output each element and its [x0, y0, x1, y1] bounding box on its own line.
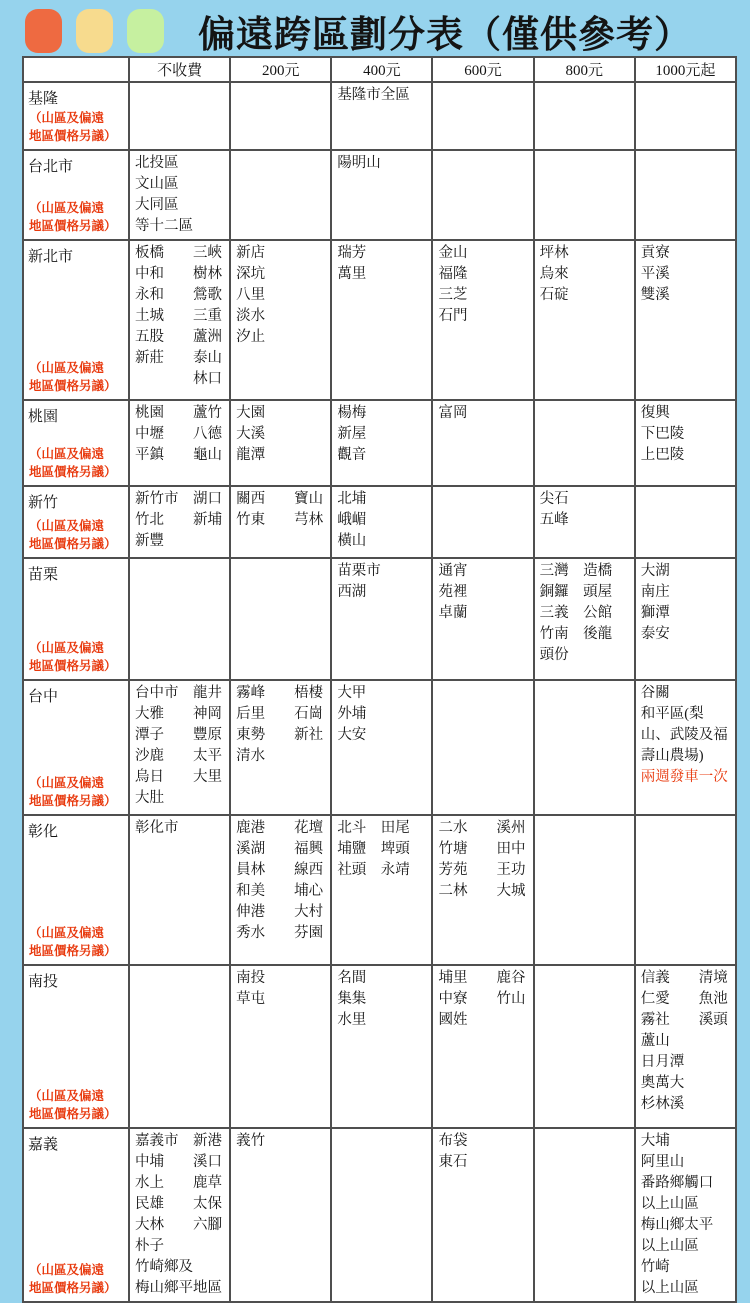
area-name: 北埔: [337, 491, 367, 508]
area-name: 台中市 龍井: [135, 685, 222, 702]
fare-cell: [230, 680, 331, 815]
area-name: 板橋 三峽: [135, 245, 222, 262]
window-chip-green-icon: [127, 9, 164, 53]
area-name: 義竹: [236, 1133, 266, 1150]
row-header: [23, 150, 129, 240]
region-price-note-line: 地區價格另議）: [29, 129, 117, 144]
area-name: 后里 石崗: [236, 706, 324, 723]
fare-cell: [230, 558, 331, 680]
table-row: [23, 486, 736, 558]
area-name: 西湖: [337, 584, 367, 601]
region-label: 彰化: [28, 824, 59, 841]
area-name: 二水 溪州: [438, 820, 526, 837]
area-name: 中壢 八德: [135, 426, 222, 443]
area-name: 大肚: [135, 790, 164, 807]
row-header: [23, 486, 129, 558]
fare-cell: [534, 486, 635, 558]
area-name: 溪湖 福興: [236, 841, 324, 858]
area-name: 坪林: [539, 245, 569, 262]
area-name: 南投: [236, 970, 266, 987]
fare-cell: [635, 1128, 736, 1302]
area-name: 竹塘 田中: [438, 841, 526, 858]
area-name: 員林 線西: [236, 862, 324, 879]
area-name: 陽明山: [337, 155, 381, 171]
fare-cell: [635, 486, 736, 558]
region-price-note: [29, 359, 117, 397]
row-header: [23, 400, 129, 486]
fare-cell: [432, 82, 533, 150]
region-price-note-line: （山區及偏遠: [29, 925, 105, 940]
region-price-note: [29, 639, 117, 677]
region-price-note-line: （山區及偏遠: [29, 775, 105, 790]
window-chip-orange-icon: [25, 9, 62, 53]
region-label: 嘉義: [28, 1137, 59, 1154]
area-name: 苑裡: [438, 584, 468, 601]
area-name: 三灣 造橋: [539, 563, 613, 580]
area-name: 新莊 泰山: [135, 350, 222, 367]
area-name: 雙溪: [640, 287, 670, 304]
area-name: 朴子: [135, 1238, 164, 1255]
area-name: 三芝: [438, 287, 468, 304]
area-name: 觀音: [337, 447, 367, 464]
fare-cell: [230, 82, 331, 150]
area-name: 番路鄉觸口: [640, 1175, 714, 1192]
area-name: 苗栗市: [337, 563, 381, 580]
area-name: 五峰: [539, 512, 569, 529]
fare-cell: [331, 150, 432, 240]
area-name: 平溪: [640, 266, 670, 283]
fare-cell: [331, 400, 432, 486]
area-name: 埔里 鹿谷: [438, 970, 526, 987]
table-row: [23, 1128, 736, 1302]
region-label: 新竹: [28, 495, 59, 512]
column-header: 600元: [432, 57, 533, 82]
area-name: 新店: [236, 245, 266, 262]
area-name: 杉林溪: [640, 1096, 685, 1113]
area-name: 石碇: [539, 287, 569, 304]
area-name: 卓蘭: [438, 605, 468, 622]
column-header: 400元: [331, 57, 432, 82]
area-name: 瑞芳: [337, 245, 367, 262]
fare-cell: [534, 1128, 635, 1302]
area-name: 龍潭: [236, 447, 266, 464]
region-price-note-line: 地區價格另議）: [29, 537, 117, 552]
area-name: 竹南 後龍: [539, 626, 613, 643]
area-name: 桃園 蘆竹: [135, 405, 222, 422]
fare-cell: [432, 815, 533, 965]
fare-cell: [129, 486, 230, 558]
page-title: 偏遠跨區劃分表（僅供參考）: [198, 15, 692, 56]
region-price-note-line: （山區及偏遠: [29, 110, 105, 125]
region-label: 台北市: [28, 159, 74, 175]
region-price-note: [29, 517, 117, 555]
fare-cell: [432, 965, 533, 1128]
fare-cell: [331, 558, 432, 680]
area-name: 楊梅: [337, 405, 367, 422]
area-name: 貢寮: [640, 245, 670, 262]
area-name: 大埔: [640, 1133, 670, 1150]
fare-cell: [534, 815, 635, 965]
fare-cell: [230, 965, 331, 1128]
row-header: [23, 815, 129, 965]
row-header: [23, 965, 129, 1128]
fare-cell: [331, 240, 432, 400]
area-name: 竹崎: [640, 1259, 670, 1276]
fare-cell: [432, 400, 533, 486]
area-name: 和美 埔心: [236, 883, 324, 900]
area-name: 二林 大城: [438, 883, 526, 900]
area-name: 大園: [236, 405, 266, 422]
region-price-note-line: 地區價格另議）: [29, 1281, 117, 1296]
area-name: 橫山: [337, 533, 367, 550]
fare-cell: [129, 1128, 230, 1302]
fare-cell: [635, 400, 736, 486]
area-name: 關西 寶山: [236, 491, 324, 508]
area-name: 大林 六腳: [135, 1217, 222, 1234]
area-name: 信義 清境: [640, 970, 728, 987]
table-corner-cell: [23, 57, 129, 82]
region-price-note-line: 地區價格另議）: [29, 219, 117, 234]
area-name: 永和 鶯歌: [135, 287, 222, 304]
area-name: 烏來: [539, 266, 569, 283]
area-name: 霧峰 梧棲: [236, 685, 324, 702]
region-price-note-line: 地區價格另議）: [29, 944, 117, 959]
fare-cell: [432, 486, 533, 558]
region-price-note: [29, 924, 117, 962]
area-name: 蘆山: [640, 1033, 670, 1050]
area-name: 下巴陵: [640, 426, 685, 443]
table-row: [23, 680, 736, 815]
area-name: 中埔 溪口: [135, 1154, 222, 1171]
region-label: 桃園: [28, 409, 59, 426]
fare-cell: [534, 82, 635, 150]
area-name: 阿里山: [640, 1154, 685, 1171]
fare-cell: [635, 815, 736, 965]
fare-cell: [432, 558, 533, 680]
region-price-note-line: 地區價格另議）: [29, 379, 117, 394]
table-row: [23, 150, 736, 240]
area-name: 烏日 大里: [135, 769, 222, 786]
area-name: 民雄 太保: [135, 1196, 222, 1213]
region-price-note: [29, 109, 117, 147]
area-name: 水里: [337, 1012, 367, 1029]
region-price-note: [29, 1087, 117, 1125]
area-name: 埔鹽 埤頭: [337, 841, 410, 858]
area-name: 彰化市: [135, 820, 179, 837]
column-header: 不收費: [129, 57, 230, 82]
area-name: 沙鹿 太平: [135, 748, 222, 765]
fare-cell: [635, 965, 736, 1128]
area-name: 梅山鄉太平: [640, 1217, 714, 1234]
fare-cell: [230, 486, 331, 558]
area-name: 和平區(梨山、武陵及福壽山農場): [640, 706, 728, 765]
area-name: 嘉義市 新港: [135, 1133, 222, 1150]
fare-cell: [635, 82, 736, 150]
area-name: 土城 三重: [135, 308, 222, 325]
fare-zone-table: [22, 56, 737, 1303]
table-row: [23, 82, 736, 150]
area-name: 草屯: [236, 991, 266, 1008]
area-name: 北投區: [135, 155, 179, 171]
area-name: 基隆市全區: [337, 87, 410, 103]
area-name: 芳苑 王功: [438, 862, 526, 879]
area-name: 東石: [438, 1154, 468, 1171]
fare-cell: [635, 240, 736, 400]
area-name: 頭份: [539, 647, 569, 664]
area-name: 大安: [337, 727, 367, 744]
fare-cell: [230, 240, 331, 400]
column-header: 200元: [230, 57, 331, 82]
area-name: 金山: [438, 245, 468, 262]
table-row: [23, 240, 736, 400]
table-row: [23, 558, 736, 680]
fare-cell: [129, 400, 230, 486]
fare-cell: [432, 150, 533, 240]
region-price-note-line: （山區及偏遠: [29, 200, 105, 215]
area-name: 峨嵋: [337, 512, 367, 529]
fare-cell: [129, 240, 230, 400]
area-name: 竹東 芎林: [236, 512, 324, 529]
area-name: 竹北 新埔: [135, 512, 222, 529]
area-name: 霧社 溪頭: [640, 1012, 728, 1029]
fare-cell: [331, 680, 432, 815]
area-name: 新豐: [135, 533, 164, 550]
area-name: 布袋: [438, 1133, 468, 1150]
area-name: 新屋: [337, 426, 367, 443]
area-name: 尖石: [539, 491, 569, 508]
fare-cell: [331, 815, 432, 965]
region-price-note: [29, 774, 117, 812]
area-name: 集集: [337, 991, 367, 1008]
fare-cell: [534, 400, 635, 486]
region-price-note-line: 地區價格另議）: [29, 1107, 117, 1122]
area-name: 石門: [438, 308, 468, 325]
area-name: 深坑: [236, 266, 266, 283]
region-price-note-line: 地區價格另議）: [29, 659, 117, 674]
area-name: 日月潭: [640, 1054, 685, 1071]
fare-cell: [432, 1128, 533, 1302]
titlebar: [0, 0, 750, 56]
area-name: 新竹市 湖口: [135, 491, 222, 508]
area-name: 社頭 永靖: [337, 862, 410, 879]
fare-cell: [432, 240, 533, 400]
region-label: 台中: [28, 689, 59, 706]
area-name: 中和 樹林: [135, 266, 222, 283]
area-name: 萬里: [337, 266, 367, 283]
region-price-note-line: （山區及偏遠: [29, 1262, 105, 1277]
fare-cell: [534, 965, 635, 1128]
area-name: 林口: [135, 371, 222, 388]
column-header: 1000元起: [635, 57, 736, 82]
area-name: 復興: [640, 405, 670, 422]
area-name: 伸港 大村: [236, 904, 324, 921]
area-name: 名間: [337, 970, 367, 987]
area-name: 大溪: [236, 426, 266, 443]
region-price-note: [29, 199, 117, 237]
area-name: 泰安: [640, 626, 670, 643]
fare-cell: [635, 150, 736, 240]
area-name: 外埔: [337, 706, 367, 723]
area-name: 清水: [236, 748, 266, 765]
fare-cell: [331, 82, 432, 150]
region-price-note-line: 地區價格另議）: [29, 465, 117, 480]
fare-cell: [534, 240, 635, 400]
region-label: 苗栗: [28, 567, 59, 584]
area-name: 潭子 豐原: [135, 727, 222, 744]
fare-cell: [129, 558, 230, 680]
region-price-note-line: （山區及偏遠: [29, 1088, 105, 1103]
region-price-note-line: （山區及偏遠: [29, 640, 105, 655]
row-header: [23, 1128, 129, 1302]
area-name: 以上山區: [640, 1196, 699, 1213]
table-row: [23, 965, 736, 1128]
area-name: 上巴陵: [640, 447, 685, 464]
area-name: 平鎮 龜山: [135, 447, 222, 464]
area-name: 獅潭: [640, 605, 670, 622]
table-row: [23, 815, 736, 965]
area-name: 通宵: [438, 563, 468, 580]
fare-cell: [331, 965, 432, 1128]
area-name: 五股 蘆洲: [135, 329, 222, 346]
row-header: [23, 82, 129, 150]
region-label: 南投: [28, 974, 59, 991]
fare-cell: [230, 815, 331, 965]
fare-cell: [432, 680, 533, 815]
fare-cell: [635, 558, 736, 680]
area-name: 北斗 田尾: [337, 820, 410, 837]
area-name: 東勢 新社: [236, 727, 324, 744]
region-price-note-line: （山區及偏遠: [29, 518, 105, 533]
fare-cell: [230, 400, 331, 486]
area-name: 等十二區: [135, 218, 193, 235]
region-label: 新北市: [28, 249, 74, 266]
area-name: 竹崎鄉及: [135, 1259, 193, 1276]
region-label: 基隆: [28, 91, 59, 107]
fare-cell: [129, 965, 230, 1128]
fare-cell: [129, 680, 230, 815]
fare-cell: [635, 680, 736, 815]
fare-cell: [230, 150, 331, 240]
header-row: [23, 57, 736, 82]
row-header: [23, 240, 129, 400]
area-name: 奧萬大: [640, 1075, 685, 1092]
area-name: 大湖: [640, 563, 670, 580]
area-name: 梅山鄉平地區: [135, 1280, 222, 1297]
area-name: 文山區: [135, 176, 179, 193]
region-price-note: [29, 1261, 117, 1299]
schedule-note: 兩週發車一次: [640, 769, 728, 786]
fare-cell: [129, 82, 230, 150]
fare-cell: [534, 680, 635, 815]
area-name: 以上山區: [640, 1280, 699, 1297]
row-header: [23, 680, 129, 815]
table-row: [23, 400, 736, 486]
area-name: 以上山區: [640, 1238, 699, 1255]
region-price-note-line: （山區及偏遠: [29, 360, 105, 375]
area-name: 水上 鹿草: [135, 1175, 222, 1192]
area-name: 鹿港 花壇: [236, 820, 324, 837]
area-name: 谷關: [640, 685, 670, 702]
fare-cell: [331, 1128, 432, 1302]
area-name: 富岡: [438, 405, 468, 422]
fare-cell: [230, 1128, 331, 1302]
fare-cell: [331, 486, 432, 558]
area-name: 大甲: [337, 685, 367, 702]
window-chip-yellow-icon: [76, 9, 113, 53]
row-header: [23, 558, 129, 680]
region-price-note-line: 地區價格另議）: [29, 794, 117, 809]
region-price-note: [29, 445, 117, 483]
fare-cell: [129, 815, 230, 965]
area-name: 中寮 竹山: [438, 991, 526, 1008]
area-name: 八里: [236, 287, 266, 304]
fare-cell: [129, 150, 230, 240]
region-price-note-line: （山區及偏遠: [29, 446, 105, 461]
fare-cell: [534, 558, 635, 680]
fare-cell: [534, 150, 635, 240]
area-name: 大同區: [135, 197, 179, 214]
area-name: 福隆: [438, 266, 468, 283]
area-name: 汐止: [236, 329, 266, 346]
area-name: 南庄: [640, 584, 670, 601]
area-name: 秀水 芬園: [236, 925, 324, 942]
area-name: 大雅 神岡: [135, 706, 222, 723]
area-name: 三義 公館: [539, 605, 613, 622]
column-header: 800元: [534, 57, 635, 82]
area-name: 銅鑼 頭屋: [539, 584, 613, 601]
area-name: 淡水: [236, 308, 266, 325]
area-name: 國姓: [438, 1012, 468, 1029]
area-name: 仁愛 魚池: [640, 991, 728, 1008]
